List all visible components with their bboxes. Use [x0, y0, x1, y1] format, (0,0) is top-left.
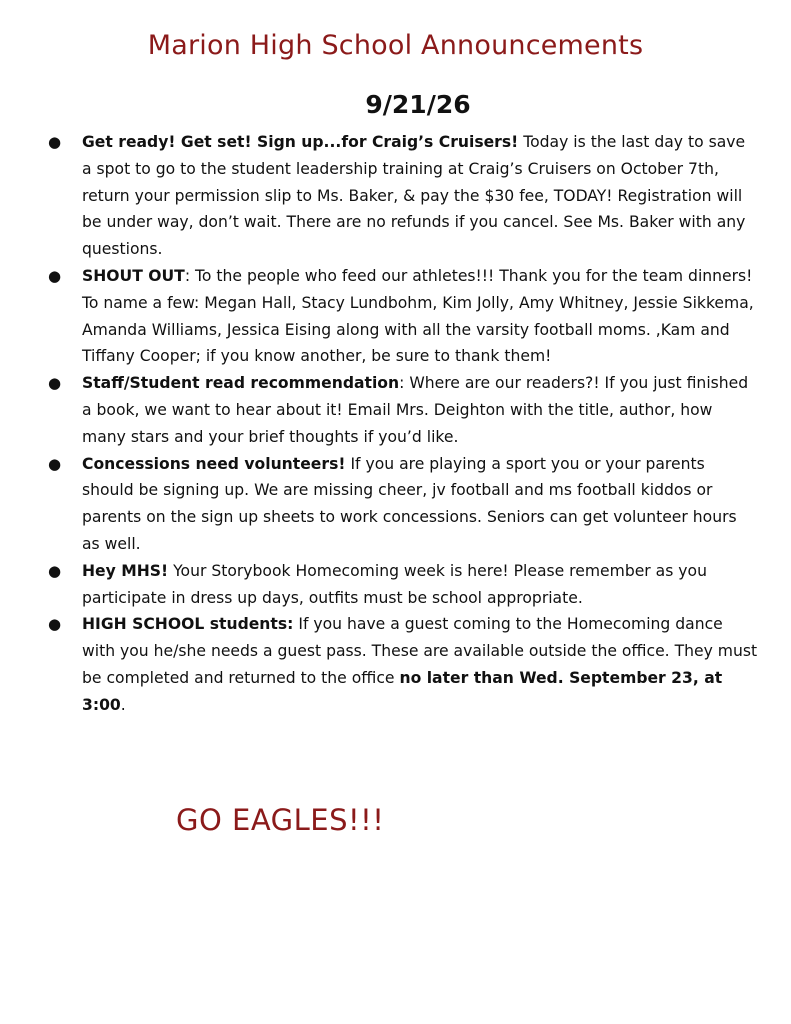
announcement-item-read-recommendation	[46, 370, 758, 450]
bullet-icon: ●	[48, 133, 62, 151]
announcement-item-concessions	[46, 451, 758, 558]
announcement-lead: Hey MHS!	[82, 561, 169, 580]
announcement-lead: Staff/Student read recommendation	[82, 374, 400, 393]
bullet-icon: ●	[48, 374, 62, 393]
bullet-icon: ●	[48, 266, 62, 285]
announcement-item-craigs-cruisers	[46, 129, 758, 263]
footer-slogan: GO EAGLES!!!	[176, 803, 385, 837]
announcement-list	[46, 129, 758, 719]
announcement-lead: Concessions need volunteers!	[82, 454, 346, 473]
announcement-body: : Where are our readers?! If you just finished a book, we want to hear about it! Email Mrs. Deighton with the title, author, how many stars and your brief thoughts if you’d like.	[82, 374, 749, 446]
bullet-icon: ●	[48, 615, 62, 634]
announcement-body: Today is the last day to save a spot to go to the student leadership training at Craig’s Cruisers on October 7th, return your permission slip to Ms. Baker, & pay the $30 fee, TODAY! Registration will be under way, don’t wait. There are no refunds if you cancel. See Ms. Baker with any questions.	[82, 133, 746, 259]
bullet-icon: ●	[48, 454, 62, 473]
announcement-date: 9/21/26	[365, 90, 471, 119]
announcement-body: If you have a guest coming to the Homecoming dance with you he/she needs a guest pass. These are available outside the office. They must be completed and returned to the office	[82, 615, 758, 687]
page-title: Marion High School Announcements	[147, 30, 644, 61]
announcement-body: Your Storybook Homecoming week is here! Please remember as you participate in dress up days, outfits must be school appropriate.	[82, 561, 707, 607]
deadline-text: no later than Wed. September 23, at 3:00	[82, 668, 723, 714]
announcement-body: : To the people who feed our athletes!!! Thank you for the team dinners! To name a few: Megan Hall, Stacy Lundbohm, Kim Jolly, Amy Whitney, Jessie Sikkema, Amanda Williams, Jessica Eising along with all the varsity football moms. ,Kam and Tiffany Cooper; if you know another, be sure to thank them!	[82, 266, 754, 366]
bullet-icon: ●	[48, 561, 62, 580]
announcement-lead: Get ready! Get set! Sign up...for Craig’s Cruisers!	[82, 133, 519, 151]
announcement-lead: HIGH SCHOOL students:	[82, 615, 294, 634]
announcement-item-shout-out	[46, 263, 758, 370]
announcement-body: If you are playing a sport you or your parents should be signing up. We are missing cheer, jv football and ms football kiddos or parents on the sign up sheets to work concessions. Seniors can get volunteer hours as well.	[82, 454, 737, 553]
announcement-item-guest-pass	[46, 611, 758, 718]
announcement-body-end: .	[120, 695, 126, 714]
announcement-lead: SHOUT OUT	[82, 266, 185, 285]
announcement-item-homecoming-week	[46, 558, 758, 612]
